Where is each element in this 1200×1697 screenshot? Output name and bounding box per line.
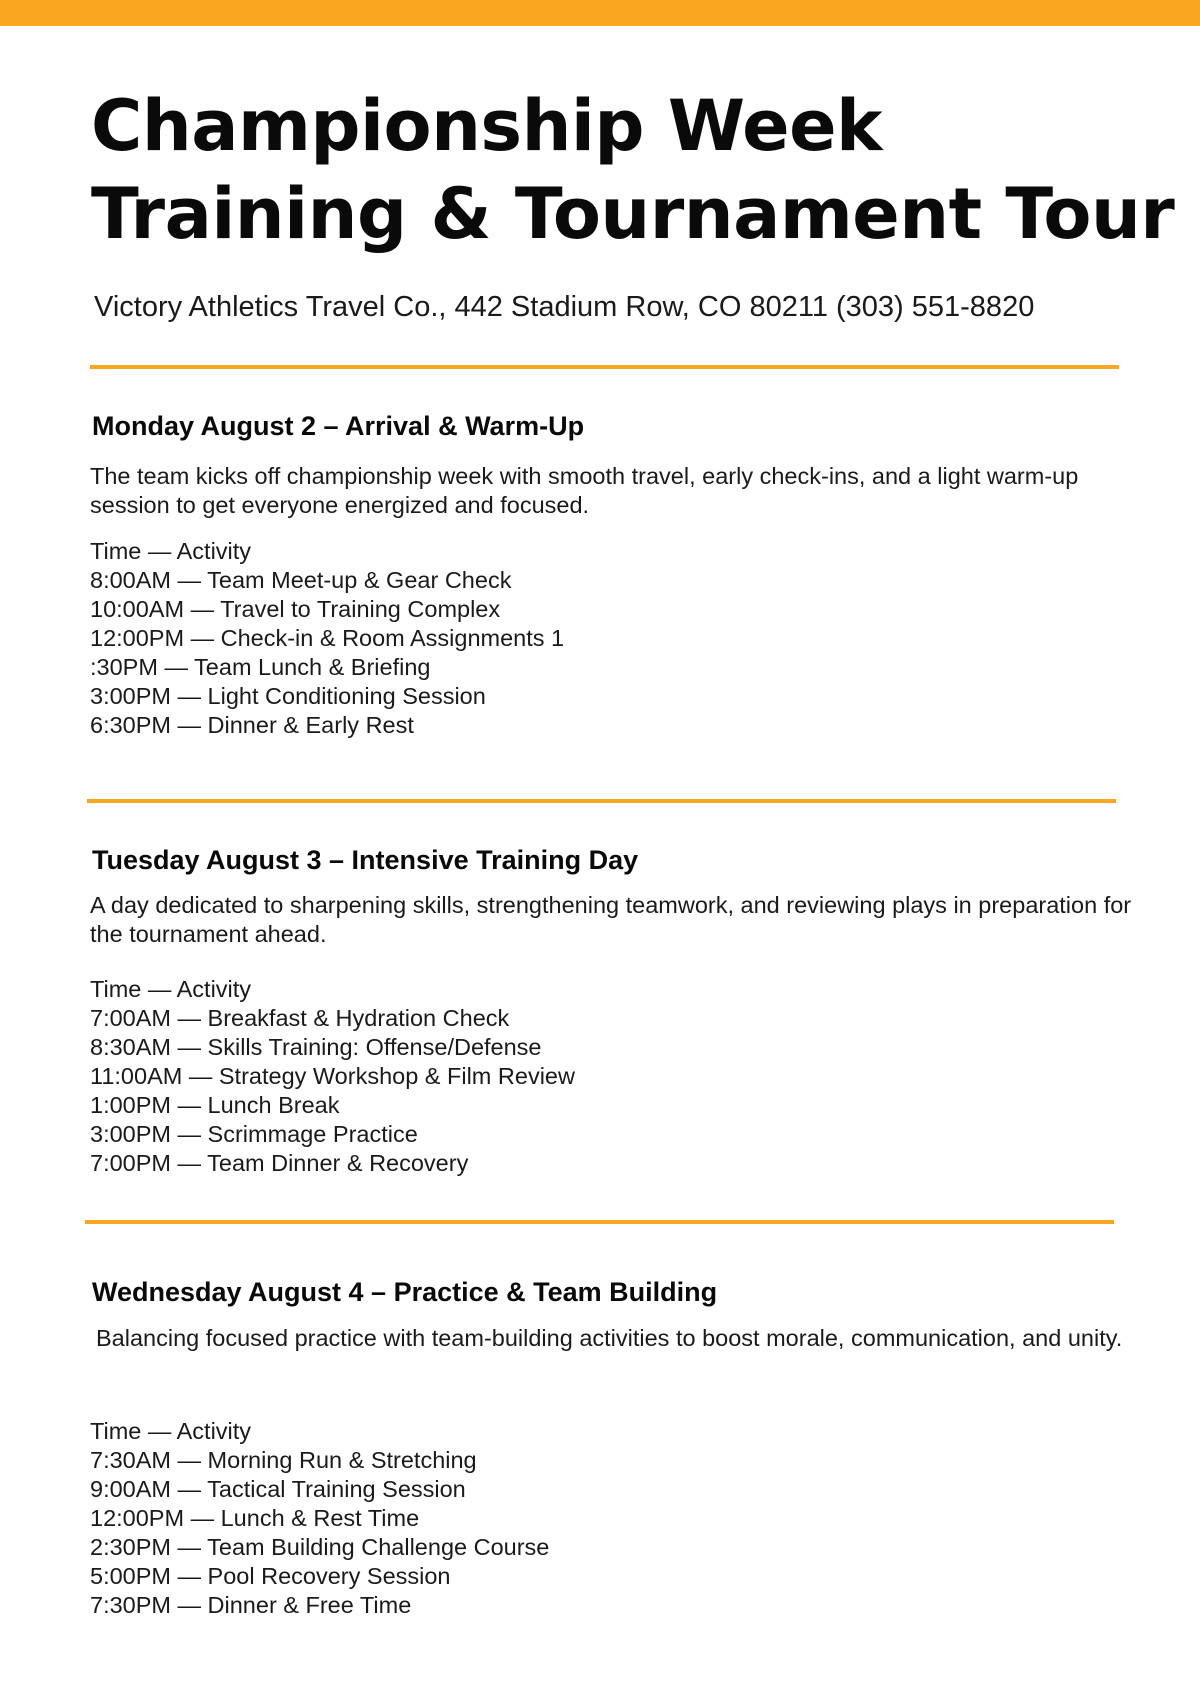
schedule-list [90, 537, 564, 740]
schedule-item: 7:30AM — Morning Run & Stretching [90, 1447, 477, 1473]
day-heading: Wednesday August 4 – Practice & Team Building [92, 1277, 718, 1307]
page-title [91, 82, 1174, 258]
schedule-item: 12:00PM — Check-in & Room Assignments 1 [90, 625, 565, 651]
day-heading: Tuesday August 3 – Intensive Training Day [92, 845, 639, 875]
day-description: The team kicks off championship week with smooth travel, early check-ins, and a light warm-up session to get everyone energized and focused. [90, 463, 1079, 518]
day-heading: Monday August 2 – Arrival & Warm-Up [92, 411, 585, 441]
schedule-item: 2:30PM — Team Building Challenge Course [90, 1534, 550, 1560]
schedule-item: :30PM — Team Lunch & Briefing [90, 654, 431, 680]
schedule-list [90, 975, 575, 1178]
schedule-item: 9:00AM — Tactical Training Session [90, 1476, 466, 1502]
schedule-item: 3:00PM — Light Conditioning Session [90, 683, 486, 709]
schedule-item: 6:30PM — Dinner & Early Rest [90, 712, 414, 738]
schedule-header: Time — Activity [90, 976, 252, 1002]
schedule-item: 7:00AM — Breakfast & Hydration Check [90, 1005, 510, 1031]
schedule-item: 8:30AM — Skills Training: Offense/Defense [90, 1034, 542, 1060]
schedule-item: 7:30PM — Dinner & Free Time [90, 1592, 412, 1618]
day-description: Balancing focused practice with team-building activities to boost morale, communication, and unity. [96, 1325, 1123, 1351]
day-description: A day dedicated to sharpening skills, strengthening teamwork, and reviewing plays in preparation for the tournament ahead. [90, 892, 1132, 947]
schedule-item: 7:00PM — Team Dinner & Recovery [90, 1150, 469, 1176]
schedule-list [90, 1417, 549, 1620]
section-divider [87, 799, 1116, 803]
title-line-2: Training & Tournament Tour [91, 173, 1175, 255]
schedule-item: 3:00PM — Scrimmage Practice [90, 1121, 418, 1147]
schedule-header: Time — Activity [90, 1418, 252, 1444]
schedule-item: 5:00PM — Pool Recovery Session [90, 1563, 451, 1589]
schedule-item: 12:00PM — Lunch & Rest Time [90, 1505, 420, 1531]
schedule-item: 10:00AM — Travel to Training Complex [90, 596, 501, 622]
title-line-1: Championship Week [91, 85, 883, 167]
section-divider [90, 365, 1119, 369]
schedule-item: 8:00AM — Team Meet-up & Gear Check [90, 567, 512, 593]
schedule-header: Time — Activity [90, 538, 252, 564]
schedule-item: 11:00AM — Strategy Workshop & Film Review [90, 1063, 575, 1089]
company-contact: Victory Athletics Travel Co., 442 Stadium Row, CO 80211 (303) 551-8820 [94, 291, 1035, 323]
top-accent-bar [0, 0, 1200, 26]
schedule-item: 1:00PM — Lunch Break [90, 1092, 340, 1118]
section-divider [85, 1220, 1114, 1224]
